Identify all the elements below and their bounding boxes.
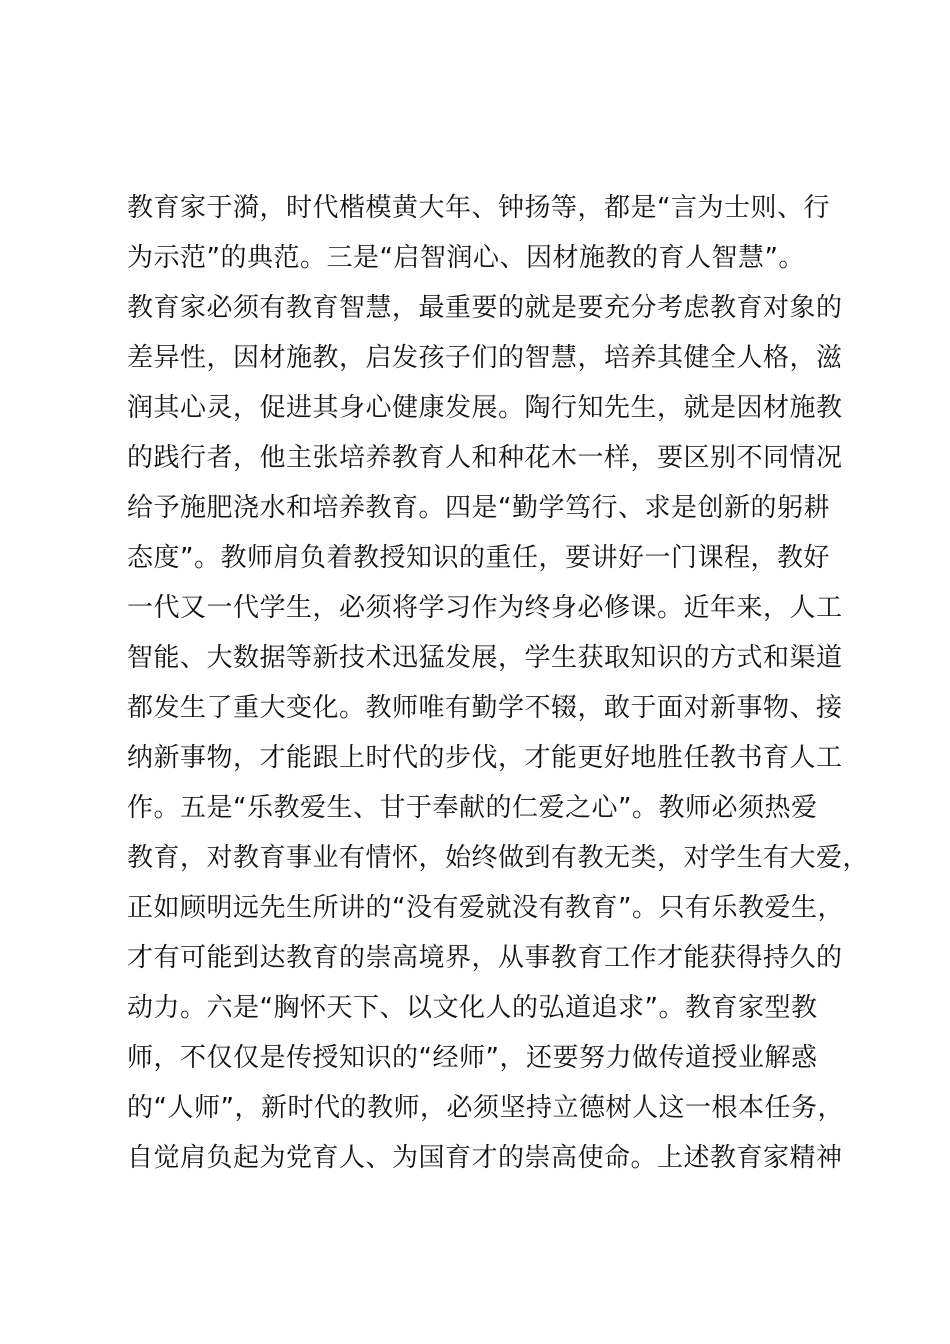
body-text: [127, 183, 870, 1183]
text-line: 都发生了重大变化。教师唯有勤学不辍，敢于面对新事物、接: [127, 693, 843, 723]
text-line: 智能、大数据等新技术迅猛发展，学生获取知识的方式和渠道: [127, 643, 843, 673]
text-line: 教育家必须有教育智慧，最重要的就是要充分考虑教育对象的: [127, 293, 843, 323]
text-line: 自觉肩负起为党育人、为国育才的崇高使命。上述教育家精神: [127, 1143, 843, 1173]
text-line: 作。五是“乐教爱生、甘于奉献的仁爱之心”。教师必须热爱: [127, 793, 818, 823]
text-line: 的践行者，他主张培养教育人和种花木一样，要区别不同情况: [127, 443, 843, 473]
text-line: 正如顾明远先生所讲的“没有爱就没有教育”。只有乐教爱生，: [127, 893, 844, 923]
text-line: 一代又一代学生，必须将学习作为终身必修课。近年来，人工: [127, 593, 843, 623]
text-line: 态度”。教师肩负着教授知识的重任，要讲好一门课程，教好: [127, 543, 830, 573]
text-line: 教育家于漪，时代楷模黄大年、钟扬等，都是“言为士则、行: [127, 193, 830, 223]
text-line: 教育，对教育事业有情怀，始终做到有教无类，对学生有大爱，: [127, 843, 870, 873]
text-line: 师，不仅仅是传授知识的“经师”，还要努力做传道授业解惑: [127, 1043, 818, 1073]
text-line: 动力。六是“胸怀天下、以文化人的弘道追求”。教育家型教: [127, 993, 818, 1023]
text-line: 差异性，因材施教，启发孩子们的智慧，培养其健全人格，滋: [127, 343, 843, 373]
text-line: 才有可能到达教育的崇高境界，从事教育工作才能获得持久的: [127, 943, 843, 973]
text-line: 纳新事物，才能跟上时代的步伐，才能更好地胜任教书育人工: [127, 743, 843, 773]
text-line: 的“人师”，新时代的教师，必须坚持立德树人这一根本任务，: [127, 1093, 844, 1123]
text-line: 给予施肥浇水和培养教育。四是“勤学笃行、求是创新的躬耕: [127, 493, 830, 523]
text-line: 润其心灵，促进其身心健康发展。陶行知先生，就是因材施教: [127, 393, 843, 423]
text-line: 为示范”的典范。三是“启智润心、因材施教的育人智慧”。: [127, 243, 805, 273]
